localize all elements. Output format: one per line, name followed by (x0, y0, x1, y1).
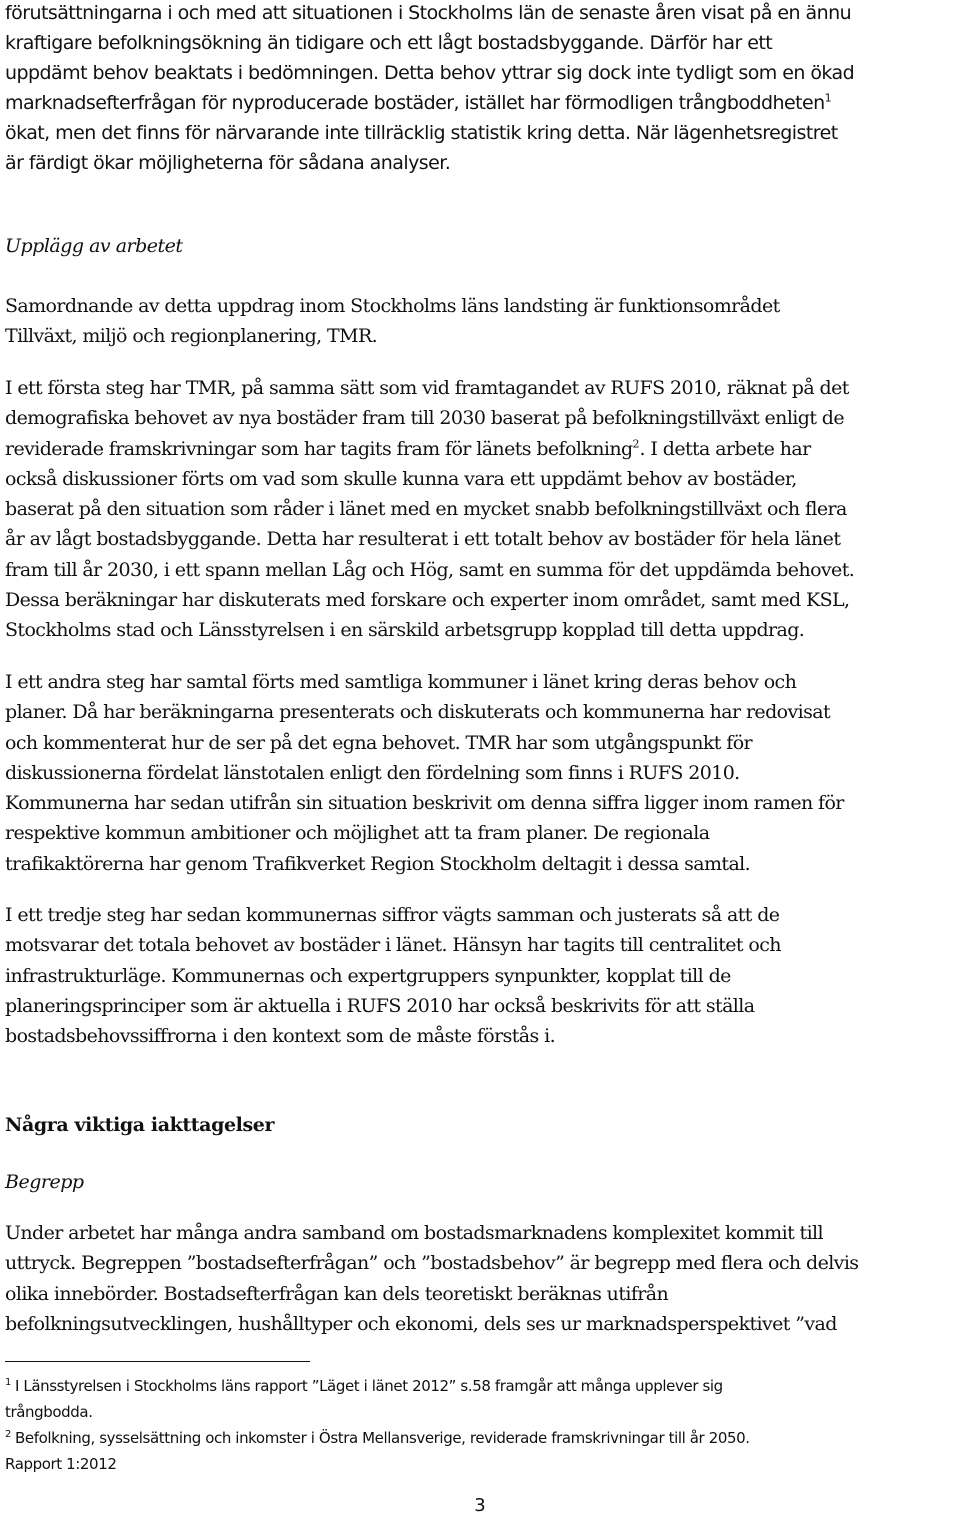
text-line: uttryck. Begreppen ”bostadsefterfrågan” och ”bostadsbehov” är begrepp med flera och delvis (5, 1252, 859, 1275)
text-line: infrastrukturläge. Kommunernas och expertgruppers synpunkter, kopplat till de (5, 964, 731, 987)
footnote-reference: 2 (632, 437, 640, 451)
footnote-separator (5, 1361, 310, 1362)
text-line: I ett andra steg har samtal förts med samtliga kommuner i länet kring deras behov och (5, 671, 797, 693)
text-line: fram till år 2030, i ett spann mellan Låg och Hög, samt en summa för det uppdämda behovet. (5, 558, 855, 581)
text-line: bostadsbehovssiffrorna i den kontext som de måste förstås i. (5, 1025, 556, 1048)
footnote (5, 1425, 750, 1477)
text-line: I ett första steg har TMR, på samma sätt som vid framtagandet av RUFS 2010, räknat på det (5, 377, 849, 399)
text-line: trångbodda. (5, 1403, 93, 1421)
text-line: motsvarar det totala behovet av bostäder i länet. Hänsyn har tagits till centralitet och (5, 934, 781, 957)
text-line: baserat på den situation som råder i länet med en mycket snabb befolkningstillväxt och flera (5, 498, 847, 521)
page-number: 3 (474, 1495, 486, 1516)
text-line: Under arbetet har många andra samband om bostadsmarknadens komplexitet kommit till (5, 1222, 824, 1244)
footnote (5, 1373, 750, 1425)
text-line: kraftigare befolkningsökning än tidigare och ett lågt bostadsbyggande. Därför har ett (5, 32, 773, 54)
paragraph (5, 1218, 858, 1339)
text-line: Stockholms stad och Länsstyrelsen i en särskild arbetsgrupp kopplad till detta uppdrag. (5, 619, 805, 642)
text-line: demografiska behovet av nya bostäder fram till 2030 baserat på befolkningstillväxt enligt de (5, 407, 845, 430)
paragraph (5, 291, 780, 352)
text-line: Dessa beräkningar har diskuterats med forskare och experter inom området, samt med KSL, (5, 589, 850, 612)
text-line: Rapport 1:2012 (5, 1455, 117, 1473)
text-line: planer. Då har beräkningarna presenterats och diskuterats och kommunerna har redovisat (5, 701, 830, 724)
paragraph (5, 900, 781, 1051)
text-line: trafikaktörerna har genom Trafikverket Region Stockholm deltagit i dessa samtal. (5, 852, 751, 875)
text-line: förutsättningarna i och med att situationen i Stockholms län de senaste åren visat på en ännu (5, 2, 852, 24)
footnote-text: I Länsstyrelsen i Stockholms läns rapport ”Läget i länet 2012” s.58 framgår att många upplever sig (14, 1377, 723, 1395)
text-line: år av lågt bostadsbyggande. Detta har resulterat i ett totalt behov av bostäder för hela länet (5, 528, 841, 551)
section-heading: Upplägg av arbetet (5, 235, 183, 257)
text-line: planeringsprinciper som är aktuella i RUFS 2010 har också beskrivits för att ställa (5, 994, 755, 1017)
text-line: befolkningsutvecklingen, hushålltyper och ekonomi, dels ses ur marknadsperspektivet ”vad (5, 1312, 837, 1335)
intro-paragraph (5, 0, 854, 178)
text-line: och kommenterat hur de ser på det egna behovet. TMR har som utgångspunkt för (5, 731, 753, 754)
footnote-number: 2 (5, 1429, 11, 1440)
text-line (5, 1373, 750, 1399)
footnote-reference: 1 (824, 91, 832, 105)
text-line (5, 88, 854, 118)
text-line: Kommunerna har sedan utifrån sin situation beskrivit om denna siffra ligger inom ramen för (5, 792, 844, 815)
text-line: också diskussioner förts om vad som skulle kunna vara ett uppdämt behov av bostäder, (5, 467, 797, 490)
footnote-number: 1 (5, 1377, 11, 1388)
subsection-heading: Begrepp (5, 1171, 84, 1193)
text-line: diskussionerna fördelat länstotalen enligt den fördelning som finns i RUFS 2010. (5, 761, 740, 784)
text-line: är färdigt ökar möjligheterna för sådana analyser. (5, 152, 451, 174)
text-line: ökat, men det finns för närvarande inte tillräcklig statistik kring detta. När lägenhetsregistret (5, 122, 838, 144)
paragraph (5, 667, 844, 879)
text-line: Samordnande av detta uppdrag inom Stockholms läns landsting är funktionsområdet (5, 295, 780, 317)
text-line (5, 1425, 750, 1451)
footnotes (5, 1373, 750, 1477)
text-line-content: . I detta arbete har (639, 437, 811, 460)
text-line-content: marknadsefterfrågan för nyproducerade bostäder, istället har förmodligen trångboddheten (5, 92, 825, 114)
text-line: uppdämt behov beaktats i bedömningen. Detta behov yttrar sig dock inte tydligt som en ökad (5, 62, 855, 84)
footnote-text: Befolkning, sysselsättning och inkomster i Östra Mellansverige, reviderade framskrivningar till år 2050. (14, 1429, 750, 1447)
text-line: Tillväxt, miljö och regionplanering, TMR. (5, 325, 378, 348)
paragraph (5, 373, 854, 646)
text-line: I ett tredje steg har sedan kommunernas siffror vägts samman och justerats så att de (5, 904, 780, 926)
text-line (5, 434, 854, 464)
section-heading: Några viktiga iakttagelser (5, 1114, 275, 1136)
text-line: olika innebörder. Bostadsefterfrågan kan dels teoretiskt beräknas utifrån (5, 1282, 669, 1305)
text-line: respektive kommun ambitioner och möjlighet att ta fram planer. De regionala (5, 822, 710, 845)
text-line-content: reviderade framskrivningar som har tagits fram för länets befolkning (5, 437, 633, 460)
